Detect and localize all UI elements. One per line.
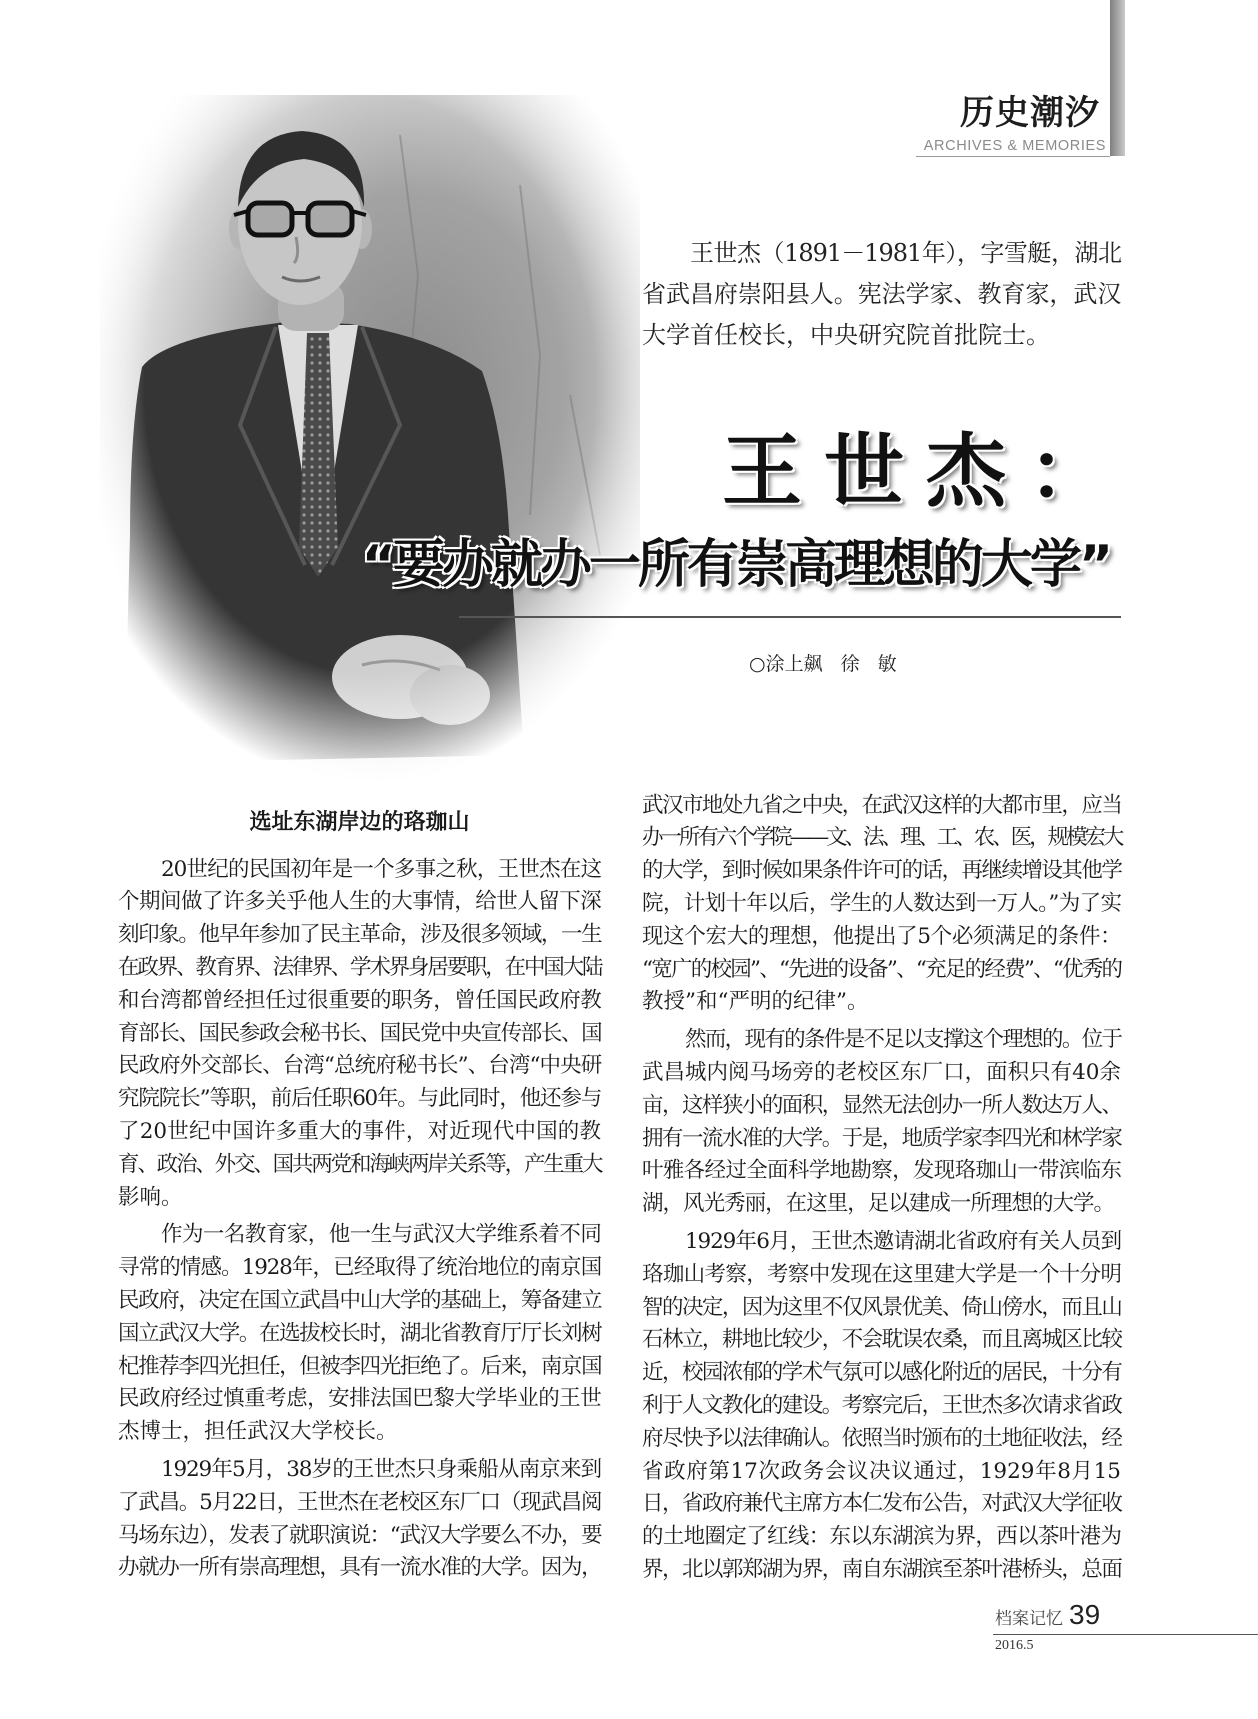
- paragraph: [118, 1454, 601, 1585]
- text-line: 了武昌。5月22日，王世杰在老校区东厂口（现武昌阅: [118, 1489, 601, 1515]
- text-line: 省政府第17次政务会议决议通过，1929年8月15: [642, 1458, 1121, 1484]
- text-line: 民政府，决定在国立武昌中山大学的基础上，筹备建立: [118, 1287, 601, 1313]
- text-line: 了20世纪中国许多重大的事件，对近现代中国的教: [118, 1118, 601, 1144]
- text-line: 智的决定，因为这里不仅风景优美、倚山傍水，而且山: [642, 1294, 1121, 1320]
- section-title: 历史潮汐: [960, 93, 1100, 133]
- text-line: 民政府经过慎重考虑，安排法国巴黎大学毕业的王世: [118, 1386, 601, 1412]
- text-line: 马场东边），发表了就职演说：“武汉大学要么不办，要: [118, 1522, 601, 1548]
- intro-summary: [642, 233, 1121, 356]
- text-line: 育、政治、外交、国共两党和海峡两岸关系等，产生重大: [118, 1151, 601, 1177]
- text-line: “宽广的校园”、“先进的设备”、“充足的经费”、“优秀的: [642, 956, 1121, 982]
- article-subtitle: “要办就办一所有崇高理想的大学”: [361, 535, 1110, 595]
- issue-date: 2016.5: [995, 1638, 1034, 1653]
- text-line: 湖，风光秀丽，在这里，足以建成一所理想的大学。: [642, 1191, 1115, 1217]
- text-line: 的土地圈定了红线：东以东湖滨为界，西以茶叶港为: [642, 1524, 1121, 1550]
- left-text-column: [118, 854, 601, 1586]
- section-color-bar: [1110, 0, 1125, 156]
- text-line: 1929年5月，38岁的王世杰只身乘船从南京来到: [161, 1456, 601, 1482]
- text-line: 然而，现有的条件是不足以支撑这个理想的。位于: [685, 1027, 1121, 1053]
- text-line: 个期间做了许多关乎他人生的大事情，给世人留下深: [118, 889, 601, 915]
- text-line: 府尽快予以法律确认。依照当时颁布的土地征收法，经: [642, 1425, 1121, 1451]
- text-line: 石林立，耕地比较少，不会耽误农桑，而且离城区比较: [642, 1327, 1121, 1353]
- text-line: 日，省政府兼代主席方本仁发布公告，对武汉大学征收: [642, 1491, 1121, 1517]
- footer-rule: [993, 1634, 1258, 1635]
- text-line: 育部长、国民参政会秘书长、国民党中央宣传部长、国: [118, 1020, 601, 1046]
- text-line: 叶雅各经过全面科学地勘察，发现珞珈山一带滨临东: [642, 1158, 1121, 1184]
- text-line: 国立武汉大学。在选拔校长时，湖北省教育厅厅长刘树: [118, 1320, 601, 1346]
- text-line: 亩，这样狭小的面积，显然无法创办一所人数达万人、: [642, 1092, 1121, 1118]
- text-line: 教授”和“严明的纪律”。: [642, 989, 869, 1015]
- magazine-name: 档案记忆: [995, 1609, 1063, 1629]
- text-line: 作为一名教育家，他一生与武汉大学维系着不同: [161, 1222, 601, 1248]
- text-line: 1929年6月，王世杰邀请湖北省政府有关人员到: [685, 1228, 1121, 1254]
- title-divider: [459, 616, 1121, 618]
- column-subheading: 选址东湖岸边的珞珈山: [249, 810, 470, 835]
- paragraph: [642, 790, 1121, 1020]
- text-line: 武汉市地处九省之中央，在武汉这样的大都市里，应当: [642, 792, 1121, 818]
- text-line: 拥有一流水准的大学。于是，地质学家李四光和林学家: [642, 1125, 1121, 1151]
- intro-line: 省武昌府崇阳县人。宪法学家、教育家，武汉: [642, 280, 1121, 308]
- portrait-photo: [100, 95, 640, 785]
- text-line: 寻常的情感。1928年，已经取得了统治地位的南京国: [118, 1255, 601, 1281]
- text-line: 武昌城内阅马场旁的老校区东厂口，面积只有40余: [642, 1059, 1121, 1085]
- text-line: 和台湾都曾经担任过很重要的职务，曾任国民政府教: [118, 987, 601, 1013]
- right-text-column: [642, 790, 1121, 1587]
- paragraph: [642, 1024, 1121, 1221]
- text-line: 珞珈山考察，考察中发现在这里建大学是一个十分明: [642, 1261, 1121, 1287]
- section-subtitle: ARCHIVES & MEMORIES: [923, 138, 1106, 154]
- text-line: 现这个宏大的理想，他提出了5个必须满足的条件：: [642, 923, 1121, 949]
- article-title: 王世杰：: [722, 425, 1130, 518]
- author-byline: ○涂上飙 徐 敏: [749, 653, 897, 675]
- text-line: 的大学，到时候如果条件许可的话，再继续增设其他学: [642, 858, 1121, 884]
- page-number: 39: [1069, 1599, 1101, 1630]
- text-line: 刻印象。他早年参加了民主革命，涉及很多领域，一生: [118, 922, 601, 948]
- paragraph: [118, 1219, 601, 1449]
- text-line: 20世纪的民国初年是一个多事之秋，王世杰在这: [161, 856, 601, 882]
- text-line: 办一所有六个学院——文、法、理、工、农、医，规模宏大: [642, 825, 1121, 851]
- text-line: 杞推荐李四光担任，但被李四光拒绝了。后来，南京国: [118, 1353, 601, 1379]
- text-line: 近，校园浓郁的学术气氛可以感化附近的居民，十分有: [642, 1360, 1121, 1386]
- text-line: 影响。: [118, 1184, 183, 1210]
- paragraph: [642, 1226, 1121, 1587]
- photo-content: [100, 95, 640, 785]
- text-line: 杰博士，担任武汉大学校长。: [118, 1419, 398, 1445]
- text-line: 办就办一所有崇高理想，具有一流水准的大学。因为，: [118, 1555, 601, 1581]
- intro-line: 大学首任校长，中央研究院首批院士。: [642, 321, 1050, 349]
- intro-line: 王世杰（1891－1981年），字雪艇，湖北: [690, 239, 1121, 267]
- text-line: 民政府外交部长、台湾“总统府秘书长”、台湾“中央研: [118, 1053, 601, 1079]
- text-line: 究院院长”等职，前后任职60年。与此同时，他还参与: [118, 1086, 601, 1112]
- text-line: 在政界、教育界、法律界、学术界身居要职，在中国大陆: [118, 954, 601, 980]
- text-line: 界，北以郭郑湖为界，南自东湖滨至茶叶港桥头，总面: [642, 1556, 1121, 1582]
- paragraph: [118, 854, 601, 1215]
- text-line: 院，计划十年以后，学生的人数达到一万人。”为了实: [642, 890, 1121, 916]
- text-line: 利于人文教化的建设。考察完后，王世杰多次请求省政: [642, 1392, 1121, 1418]
- section-underline: [916, 156, 1110, 157]
